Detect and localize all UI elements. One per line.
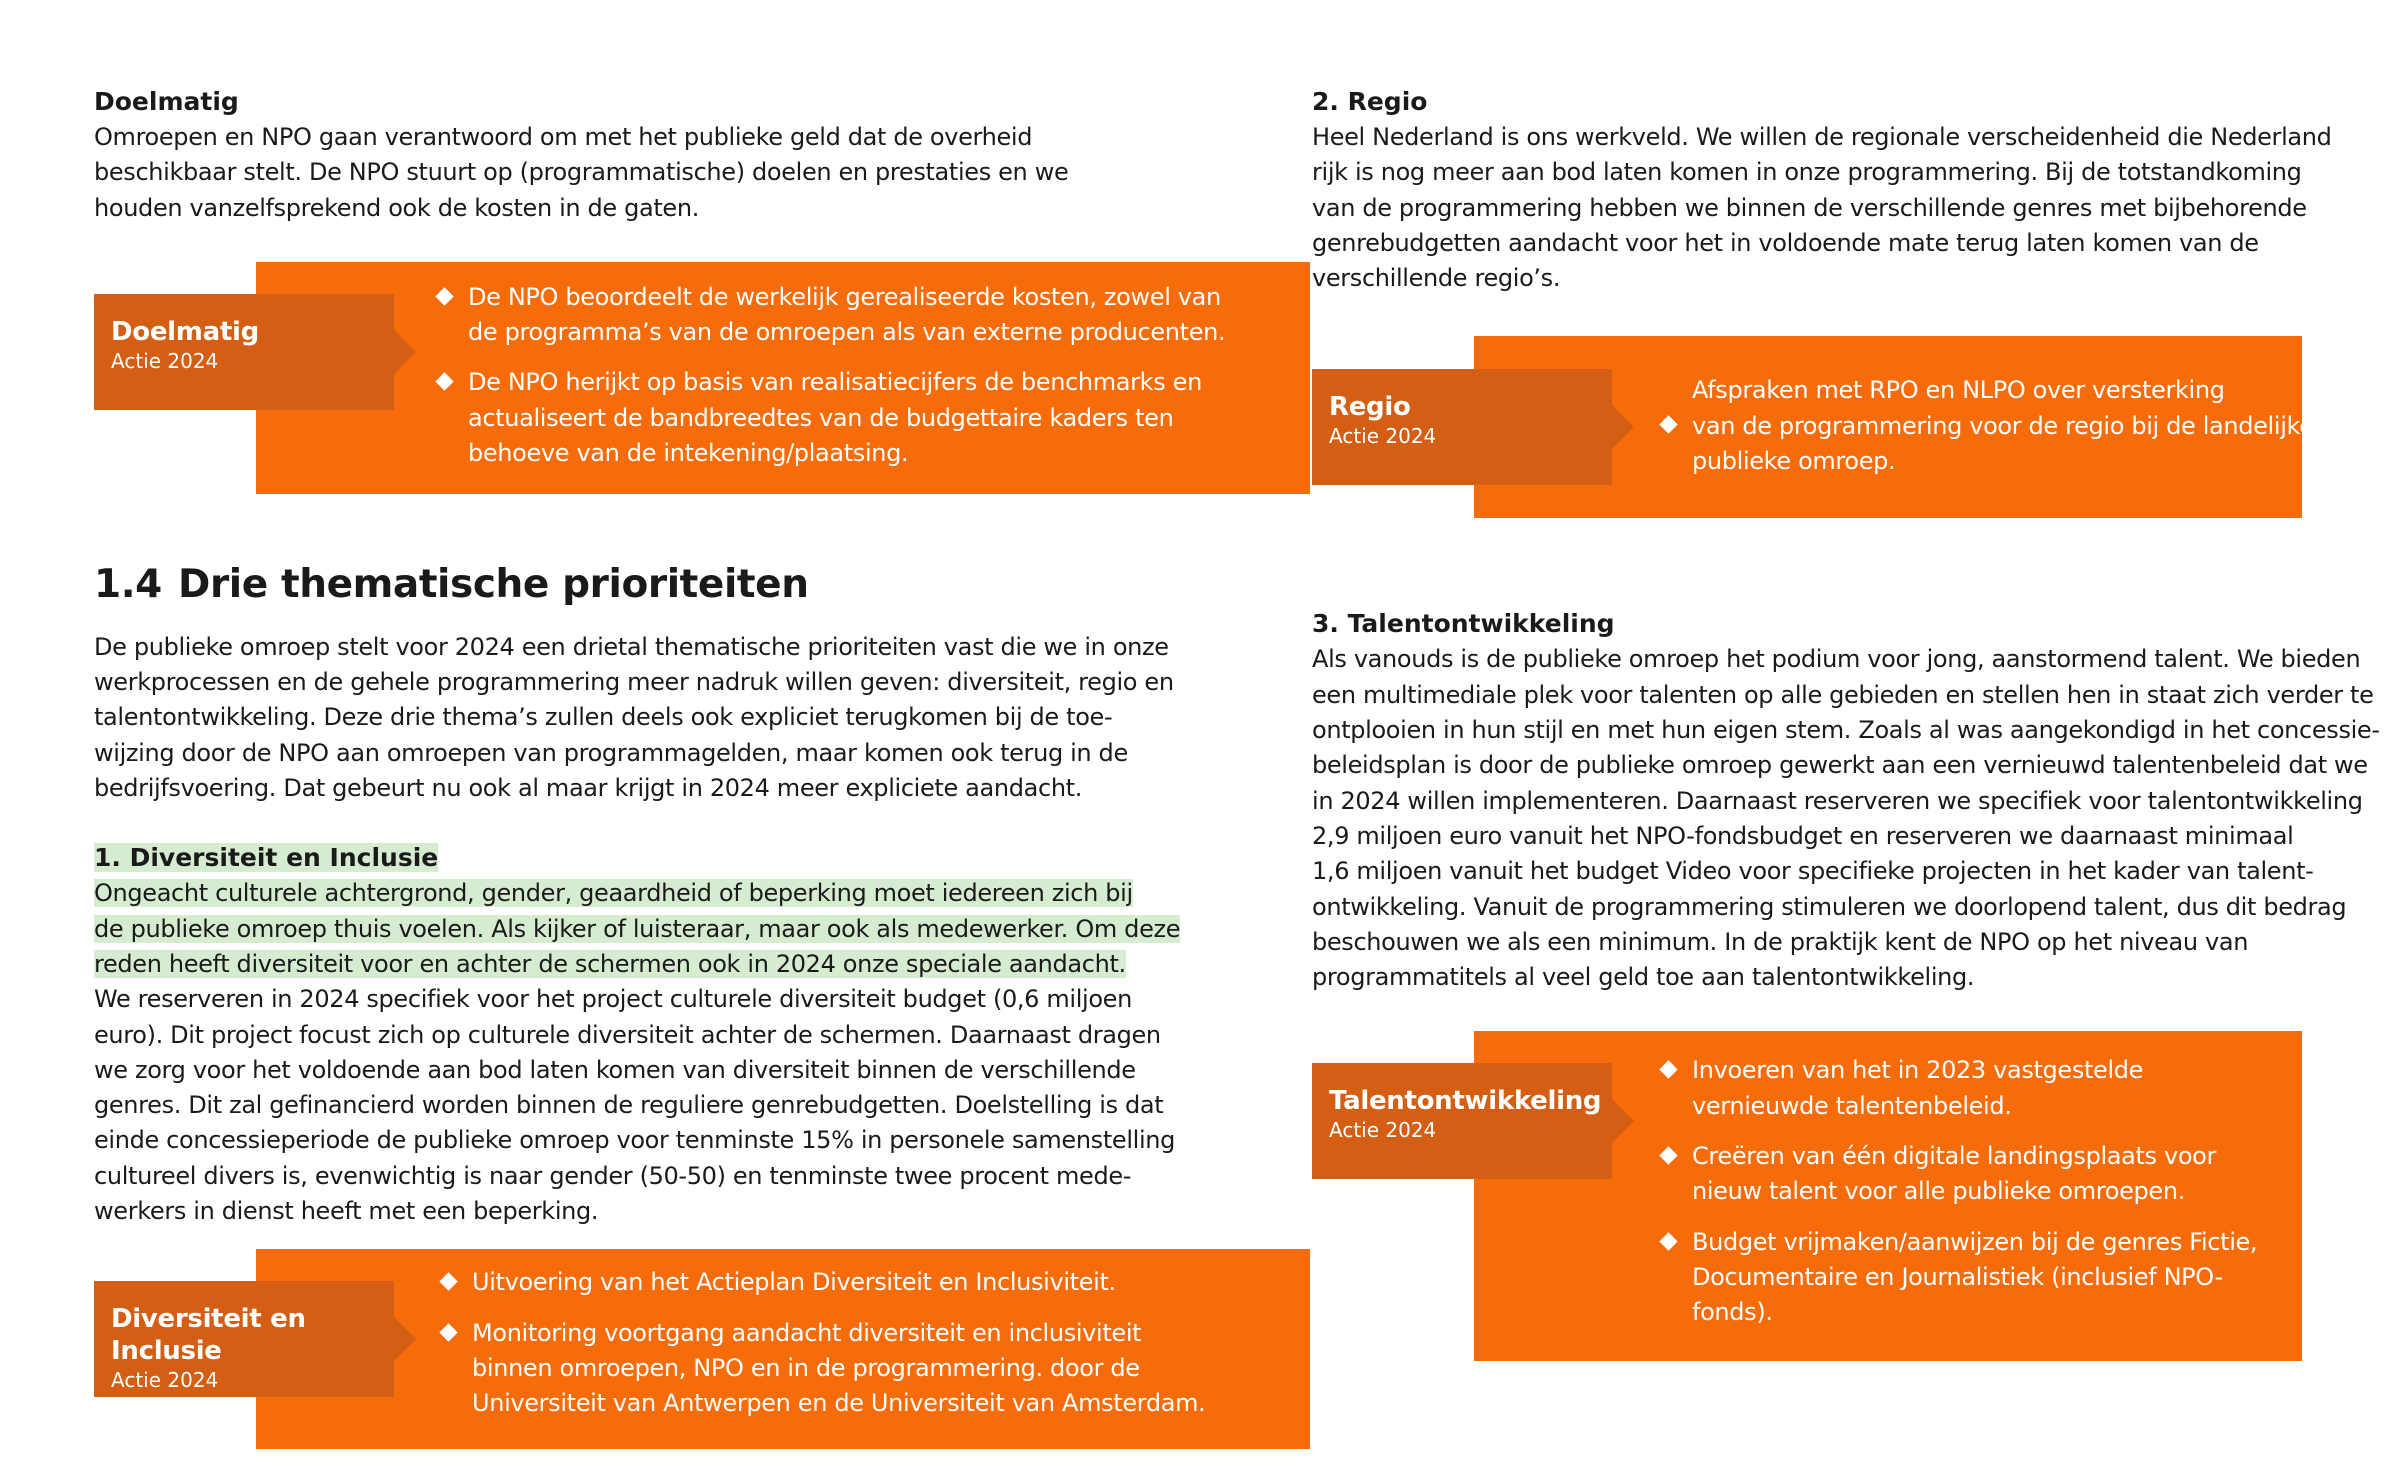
talent-action-box	[1312, 1031, 2332, 1361]
bullet-line: De NPO herijkt op basis van realisatiecijfers de benchmarks en	[468, 368, 1202, 397]
highlighted-line: reden heeft diversiteit voor en achter de schermen ook in 2024 onze speciale aandacht.	[94, 949, 1126, 978]
text-line: werkprocessen en de gehele programmering meer nadruk willen geven: diversiteit, regio en	[94, 668, 1174, 697]
text-line: De publieke omroep stelt voor 2024 een drietal thematische prioriteiten vast die we in onze	[94, 632, 1169, 661]
action-tag-title: Diversiteit en Inclusie	[111, 1304, 306, 1367]
action-tag	[94, 294, 394, 410]
text-line: verschillende regio’s.	[1312, 264, 1561, 293]
tag-arrow-icon	[1612, 1099, 1634, 1143]
text-line: rijk is nog meer aan bod laten komen in onze programmering. Bij de totstandkoming	[1312, 158, 2302, 187]
action-bullet	[1692, 373, 2314, 479]
tag-arrow-icon	[394, 1317, 416, 1361]
bullet-line: actualiseert de bandbreedtes van de budgettaire kaders ten	[468, 403, 1174, 432]
text-line: ontplooien in hun stijl en met hun eigen stem. Zoals al was aangekondigd in het concessie-	[1312, 716, 2380, 745]
action-bullet	[472, 1265, 1205, 1300]
highlighted-line: Ongeacht culturele achtergrond, gender, geaardheid of beperking moet iedereen zich bij	[94, 879, 1133, 908]
tag-arrow-icon	[394, 330, 416, 374]
text-line: houden vanzelfsprekend ook de kosten in de gaten.	[94, 193, 699, 222]
text-line: beschouwen we als een minimum. In de praktijk kent de NPO op het niveau van	[1312, 927, 2249, 956]
text-line: beschikbaar stelt. De NPO stuurt op (programmatische) doelen en prestaties en we	[94, 158, 1069, 187]
text-line: ontwikkeling. Vanuit de programmering stimuleren we doorlopend talent, dus dit bedrag	[1312, 892, 2347, 921]
left-column	[94, 84, 1224, 1449]
text-line: We reserveren in 2024 specifiek voor het project culturele diversiteit budget (0,6 miljoen	[94, 985, 1132, 1014]
text-line: beleidsplan is door de publieke omroep gewerkt aan een vernieuwd talentenbeleid dat we	[1312, 751, 2368, 780]
diversiteit-paragraph	[94, 876, 1224, 1229]
action-tag-subtitle: Actie 2024	[111, 1368, 219, 1393]
text-line: cultureel divers is, evenwichtig is naar gender (50-50) en tenminste twee procent mede-	[94, 1161, 1132, 1190]
text-line: Als vanouds is de publieke omroep het podium voor jong, aanstormend talent. We bieden	[1312, 645, 2361, 674]
action-bullets	[1692, 1053, 2257, 1330]
text-line: 2,9 miljoen euro vanuit het NPO-fondsbudget en reserveren we daarnaast minimaal	[1312, 821, 2294, 850]
highlighted-line: de publieke omroep thuis voelen. Als kijker of luisteraar, maar ook als medewerker. Om deze	[94, 914, 1181, 943]
text-line: een multimediale plek voor talenten op alle gebieden en stellen hen in staat zich verder te	[1312, 680, 2374, 709]
action-tag-subtitle: Actie 2024	[111, 348, 219, 373]
text-line: euro). Dit project focust zich op culturele diversiteit achter de schermen. Daarnaast dragen	[94, 1020, 1161, 1049]
bullet-line: Budget vrijmaken/aanwijzen bij de genres Fictie,	[1692, 1227, 2258, 1256]
text-line: van de programmering hebben we binnen de verschillende genres met bijbehorende	[1312, 193, 2307, 222]
action-bullet	[1692, 1139, 2257, 1210]
section-number: 1.4	[94, 561, 162, 607]
bullet-line: nieuw talent voor alle publieke omroepen.	[1692, 1177, 2185, 1206]
regio-paragraph	[1312, 120, 2332, 296]
text-line: 1,6 miljoen vanuit het budget Video voor specifieke projecten in het kader van talent-	[1312, 857, 2314, 886]
bullet-line: Documentaire en Journalistiek (inclusief NPO-	[1692, 1262, 2223, 1291]
action-bullets	[468, 280, 1225, 471]
action-bullets	[1692, 373, 2314, 479]
text-line: we zorg voor het voldoende aan bod laten komen van diversiteit binnen de verschillende	[94, 1055, 1136, 1084]
bullet-line: Universiteit van Antwerpen en de Universiteit van Amsterdam.	[472, 1389, 1206, 1418]
text-line: in 2024 willen implementeren. Daarnaast reserveren we specifiek voor talentontwikkeling	[1312, 786, 2363, 815]
bullet-line: fonds).	[1692, 1298, 1773, 1327]
action-tag-title: Doelmatig	[111, 316, 259, 347]
action-bullet	[1692, 1053, 2257, 1124]
regio-action-box	[1312, 336, 2332, 518]
action-bullet	[468, 280, 1225, 351]
section-title	[94, 560, 1224, 610]
bullet-line: De NPO beoordeelt de werkelijk gerealiseerde kosten, zowel van	[468, 282, 1221, 311]
diversiteit-heading	[94, 840, 1224, 876]
bullet-line: Creëren van één digitale landingsplaats voor	[1692, 1142, 2217, 1171]
text-line: werkers in dienst heeft met een beperking.	[94, 1197, 599, 1226]
text-line: genrebudgetten aandacht voor het in voldoende mate terug laten komen van de	[1312, 228, 2259, 257]
action-tag	[94, 1281, 394, 1397]
bullet-line: behoeve van de intekening/plaatsing.	[468, 439, 909, 468]
action-tag	[1312, 369, 1612, 485]
text-line: bedrijfsvoering. Dat gebeurt nu ook al maar krijgt in 2024 meer expliciete aandacht.	[94, 774, 1083, 803]
action-bullet	[468, 365, 1225, 471]
right-column	[1312, 84, 2380, 1361]
bullet-line: vernieuwde talentenbeleid.	[1692, 1091, 2012, 1120]
talent-heading: 3. Talentontwikkeling	[1312, 609, 1615, 639]
bullet-line: Afspraken met RPO en NLPO over versterking	[1692, 376, 2225, 405]
text-line: wijzing door de NPO aan omroepen van programmagelden, maar komen ook terug in de	[94, 738, 1128, 767]
talent-paragraph	[1312, 642, 2380, 995]
action-bullet	[472, 1316, 1205, 1422]
bullet-line: Monitoring voortgang aandacht diversiteit en inclusiviteit	[472, 1318, 1142, 1347]
doelmatig-heading: Doelmatig	[94, 87, 239, 116]
bullet-line: van de programmering voor de regio bij de landelijke	[1692, 411, 2314, 440]
text-line: genres. Dit zal gefinancierd worden binnen de reguliere genrebudgetten. Doelstelling is dat	[94, 1091, 1164, 1120]
text-line: einde concessieperiode de publieke omroep voor tenminste 15% in personele samenstelling	[94, 1126, 1176, 1155]
bullet-line: binnen omroepen, NPO en in de programmering. door de	[472, 1353, 1140, 1382]
doelmatig-action-box	[94, 262, 1224, 498]
action-tag-title: Regio	[1329, 392, 1411, 423]
doelmatig-paragraph	[94, 120, 1224, 226]
action-tag-subtitle: Actie 2024	[1329, 424, 1437, 449]
bullet-line: de programma’s van de omroepen als van externe producenten.	[468, 318, 1226, 347]
text-line: Heel Nederland is ons werkveld. We willen de regionale verscheidenheid die Nederland	[1312, 123, 2332, 151]
action-bullet	[1692, 1225, 2257, 1331]
diversiteit-action-box	[94, 1249, 1224, 1449]
text-line: programmatitels al veel geld toe aan talentontwikkeling.	[1312, 963, 1975, 992]
action-tag-subtitle: Actie 2024	[1329, 1118, 1437, 1143]
action-tag-title: Talentontwikkeling	[1329, 1086, 1602, 1117]
action-tag	[1312, 1063, 1612, 1179]
text-line: Omroepen en NPO gaan verantwoord om met het publieke geld dat de overheid	[94, 123, 1033, 151]
bullet-line: Invoeren van het in 2023 vastgestelde	[1692, 1056, 2144, 1085]
highlighted-heading: 1. Diversiteit en Inclusie	[94, 843, 439, 873]
regio-heading: 2. Regio	[1312, 87, 1428, 116]
section-title-text: Drie thematische prioriteiten	[178, 561, 809, 607]
tag-arrow-icon	[1612, 405, 1634, 449]
bullet-line: publieke omroep.	[1692, 447, 1896, 476]
action-bullets	[472, 1265, 1205, 1421]
text-line: talentontwikkeling. Deze drie thema’s zullen deels ook expliciet terugkomen bij de toe-	[94, 703, 1113, 732]
section-intro-paragraph	[94, 630, 1224, 806]
bullet-line: Uitvoering van het Actieplan Diversiteit en Inclusiviteit.	[472, 1268, 1116, 1297]
